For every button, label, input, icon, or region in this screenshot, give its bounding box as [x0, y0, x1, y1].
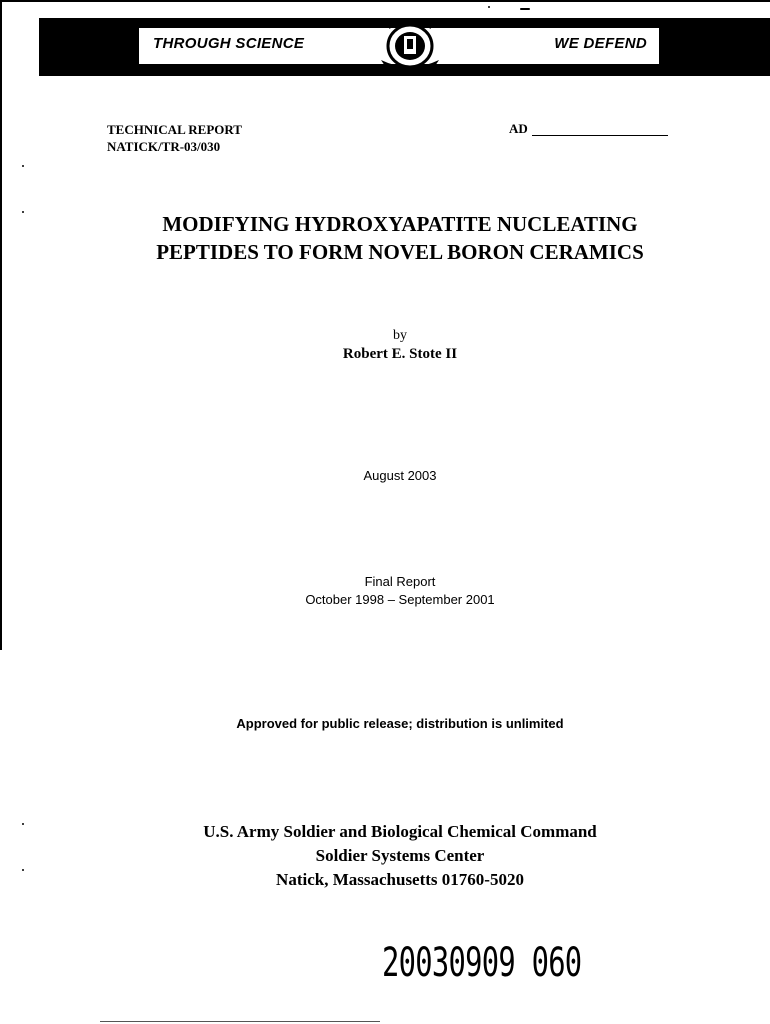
- organization-line-1: U.S. Army Soldier and Biological Chemical Command: [203, 822, 597, 841]
- banner-box: [139, 28, 659, 64]
- ad-label: AD: [509, 121, 528, 136]
- document-title: [60, 210, 740, 266]
- banner-right-motto: WE DEFEND: [554, 35, 647, 52]
- report-number: NATICK/TR-03/030: [107, 139, 221, 154]
- header-banner: [39, 18, 770, 76]
- report-period: October 1998 – September 2001: [305, 592, 495, 607]
- report-status: Final Report: [364, 574, 436, 589]
- army-seal-icon: [375, 20, 445, 72]
- scan-speck: [22, 165, 24, 167]
- scan-speck: [488, 6, 490, 8]
- ad-blank-line: [532, 135, 668, 136]
- distribution-statement: Approved for public release; distribution is unlimited: [236, 716, 564, 731]
- banner-left-motto: THROUGH SCIENCE: [153, 35, 305, 52]
- scan-speck: [520, 8, 530, 10]
- author-name: Robert E. Stote II: [342, 346, 458, 362]
- publication-date: August 2003: [363, 468, 437, 483]
- scan-speck: [22, 211, 24, 213]
- report-type: TECHNICAL REPORT: [107, 122, 242, 137]
- scan-bottom-edge: [100, 1021, 380, 1022]
- byline-by: by: [393, 328, 407, 343]
- organization-line-2: Soldier Systems Center: [315, 846, 485, 865]
- organization-line-3: Natick, Massachusetts 01760-5020: [276, 870, 524, 889]
- stamp-number: 20030909 060: [382, 940, 582, 986]
- report-identifier: [107, 121, 242, 155]
- title-line-2: PEPTIDES TO FORM NOVEL BORON CERAMICS: [156, 240, 644, 264]
- scan-left-edge: [0, 0, 2, 650]
- scan-top-edge: [0, 0, 770, 2]
- title-line-1: MODIFYING HYDROXYAPATITE NUCLEATING: [162, 212, 638, 236]
